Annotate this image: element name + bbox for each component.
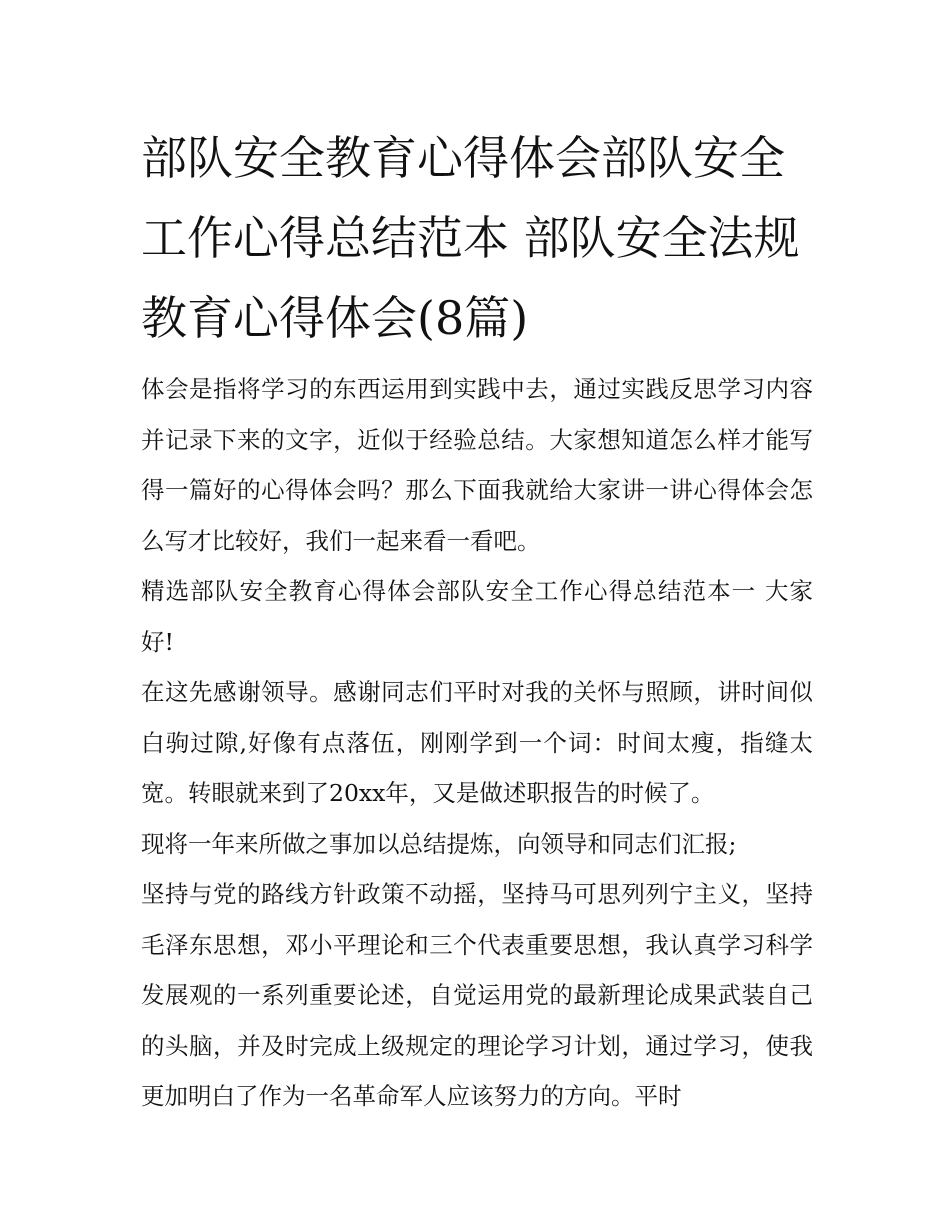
paragraph-report-intro: 现将一年来所做之事加以总结提炼，向领导和同志们汇报; xyxy=(141,829,737,858)
document-page xyxy=(141,118,813,1122)
document-body xyxy=(141,364,813,1122)
paragraph-intro: 体会是指将学习的东西运用到实践中去，通过实践反思学习内容并记录下来的文字，近似于经验总结。大家想知道怎么样才能写得一篇好的心得体会吗？那么下面我就给大家讲一讲心得体会怎么写才比较好，我们一起来看一看吧。 xyxy=(141,375,813,555)
paragraph-theory-study: 坚持与党的路线方针政策不动摇，坚持马可思列列宁主义，坚持毛泽东思想，邓小平理论和三个代表重要思想，我认真学习科学发展观的一系列重要论述，自觉运用党的最新理论成果武装自己的头脑，并及时完成上级规定的理论学习计划，通过学习，使我更加明白了作为一名革命军人应该努力的方向。平时 xyxy=(141,880,813,1110)
document-title: 部队安全教育心得体会部队安全工作心得总结范本 部队安全法规教育心得体会(8篇) xyxy=(141,131,800,345)
paragraph-section-heading: 精选部队安全教育心得体会部队安全工作心得总结范本一 大家好! xyxy=(141,577,813,656)
paragraph-thanks: 在这先感谢领导。感谢同志们平时对我的关怀与照顾，讲时间似白驹过隙,好像有点落伍，刚刚学到一个词：时间太瘦，指缝太宽。转眼就来到了20xx年，又是做述职报告的时候了。 xyxy=(141,678,813,807)
